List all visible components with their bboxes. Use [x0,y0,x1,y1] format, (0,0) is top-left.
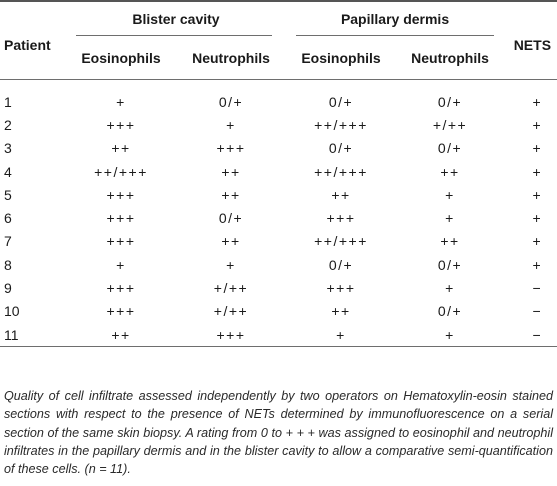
cell-pd-eos: +++ [326,280,356,297]
table-row [0,230,557,253]
table-row [0,80,557,113]
cell-patient: 6 [4,210,12,227]
table-row [0,160,557,183]
cell-pd-eos: 0/+ [328,93,354,110]
cell-nets: + [532,210,541,227]
cell-bc-eos: +++ [106,210,136,227]
papillary-dermis-underline [296,35,494,36]
header-bc-eosinophils: Eosinophils [81,49,161,66]
cell-bc-neu: ++ [221,233,241,250]
table-row [0,300,557,323]
cell-pd-neu: 0/+ [437,93,463,110]
cell-patient: 8 [4,256,12,273]
header-blister-cavity-label: Blister cavity [132,11,220,27]
cell-pd-neu: +/++ [432,116,468,133]
cell-bc-eos: +++ [106,186,136,203]
cell-nets: − [504,323,557,347]
cell-nets: + [532,93,541,110]
cell-bc-neu: 0/+ [218,93,244,110]
cell-patient: 1 [4,93,12,110]
cell-pd-eos: ++/+++ [314,116,368,133]
cell-bc-neu: +++ [216,140,246,157]
header-nets: NETS [504,1,557,80]
cell-nets: + [532,256,541,273]
cell-bc-neu: ++ [221,186,241,203]
cell-pd-neu: + [445,186,455,203]
cell-nets: + [532,233,541,250]
cell-pd-eos: ++/+++ [314,163,368,180]
table-row [0,137,557,160]
cell-patient: 3 [4,140,12,157]
cell-bc-neu: ++ [221,163,241,180]
cell-pd-eos: 0/+ [328,256,354,273]
cell-pd-neu: 0/+ [437,303,463,320]
cell-nets: + [532,116,541,133]
cell-pd-eos: ++/+++ [314,233,368,250]
blister-cavity-underline [76,35,272,36]
header-row-groups [0,1,557,36]
cell-bc-eos: +++ [106,233,136,250]
cell-nets: − [532,280,541,297]
cell-pd-neu: + [396,323,504,347]
cell-patient: 7 [4,233,12,250]
table-row [0,253,557,276]
header-row-cells [0,36,557,80]
table-row [0,183,557,206]
table-row [0,206,557,229]
cell-patient: 5 [4,186,12,203]
cell-pd-eos: +++ [326,210,356,227]
cell-bc-neu: +++ [176,323,286,347]
cell-bc-eos: + [116,256,126,273]
cell-pd-neu: + [445,280,455,297]
cell-nets: + [532,186,541,203]
header-bc-neutrophils: Neutrophils [192,49,270,66]
cell-bc-eos: ++ [66,323,176,347]
header-blister-cavity [66,1,286,36]
cell-patient: 11 [0,323,66,347]
cell-bc-eos: +++ [106,280,136,297]
table-row [0,323,557,347]
cell-bc-eos: +++ [106,116,136,133]
header-pd-neutrophils: Neutrophils [411,49,489,66]
header-pd-eosinophils: Eosinophils [301,49,381,66]
cell-pd-eos: ++ [331,186,351,203]
cell-nets: + [532,163,541,180]
cell-bc-neu: +/++ [213,280,249,297]
cell-nets: − [532,303,541,320]
cell-pd-eos: + [286,323,396,347]
cell-pd-neu: 0/+ [437,256,463,273]
table-caption: Quality of cell infiltrate assessed independently by two operators on Hematoxylin-eosin stained sections with respect to the presence of NETs determined by immunofluorescence on a serial section of the same skin biopsy. A rating from 0 to + + + was assigned to eosinophil and neutrophil infiltrates in the papillary dermis and in the blister cavity to allow a comparative semi-quantification of these cells. (n = 11). [4,389,553,477]
cell-pd-eos: ++ [331,303,351,320]
cell-pd-neu: ++ [440,163,460,180]
cell-bc-neu: +/++ [213,303,249,320]
cell-patient: 10 [4,303,20,320]
header-papillary-dermis [286,1,504,36]
cell-pd-neu: + [445,210,455,227]
cell-patient: 2 [4,116,12,133]
cell-bc-eos: ++/+++ [94,163,148,180]
cell-bc-neu: 0/+ [218,210,244,227]
results-table-body [0,80,557,347]
cell-pd-neu: ++ [440,233,460,250]
cell-bc-eos: + [116,93,126,110]
cell-nets: + [532,140,541,157]
table-row [0,113,557,136]
cell-bc-eos: +++ [106,303,136,320]
cell-bc-neu: + [226,116,236,133]
cell-pd-neu: 0/+ [437,140,463,157]
cell-patient: 9 [4,280,12,297]
table-row [0,276,557,299]
header-patient: Patient [0,1,66,80]
cell-pd-eos: 0/+ [328,140,354,157]
cell-bc-neu: + [226,256,236,273]
cell-bc-eos: ++ [111,140,131,157]
header-papillary-dermis-label: Papillary dermis [340,11,450,27]
cell-patient: 4 [4,163,12,180]
